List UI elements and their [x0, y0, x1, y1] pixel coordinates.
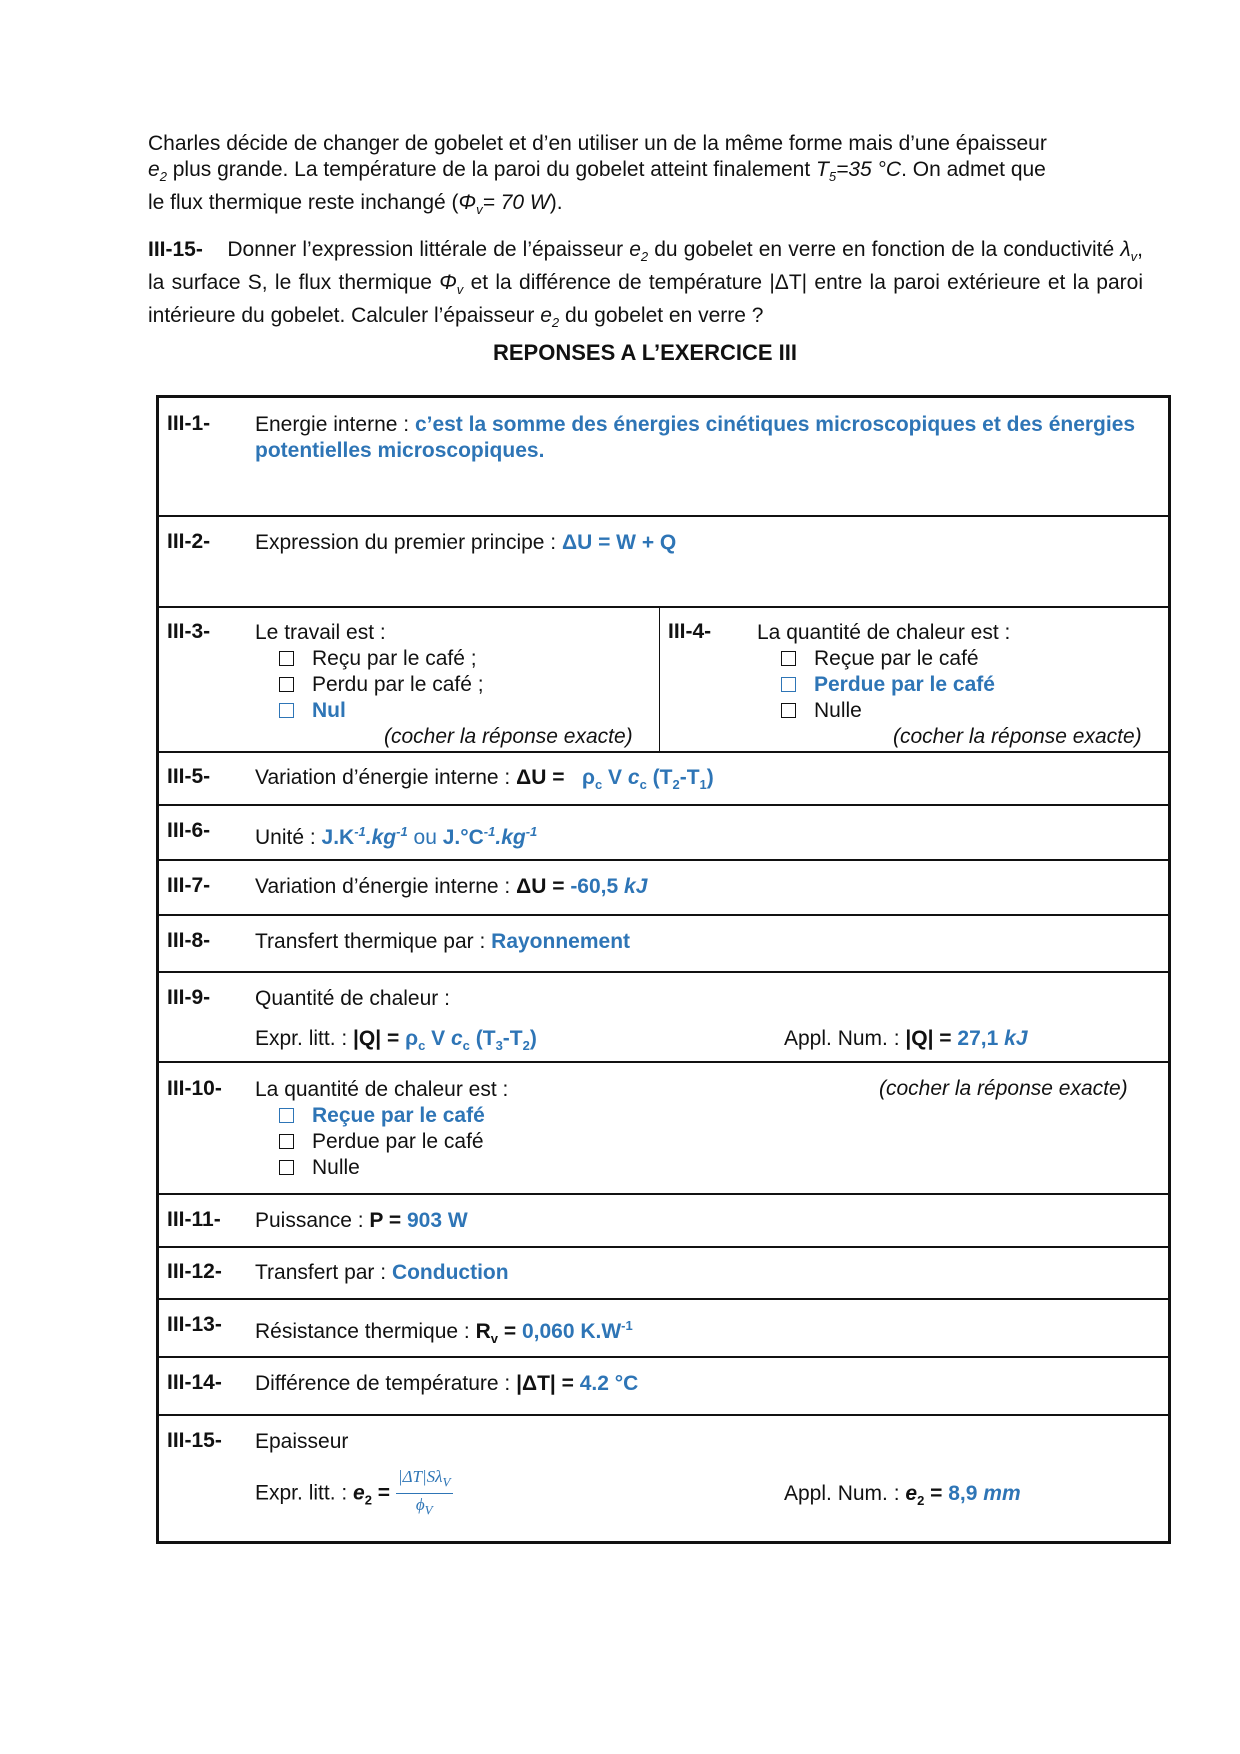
q1-number: III-1-: [167, 412, 211, 435]
checkbox-icon[interactable]: [279, 651, 294, 666]
q2-number: III-2-: [167, 530, 211, 553]
checkbox-icon[interactable]: [279, 1108, 294, 1123]
q15-fraction: $\frac{|\Delta T|S\lambda_V}{\phi_V}$: [397, 1467, 451, 1518]
q10-note: (cocher la réponse exacte): [879, 1077, 1128, 1100]
q3-number: III-3-: [167, 620, 211, 643]
q2-answer: Expression du premier principe : ΔU = W + Q: [255, 531, 677, 554]
q4-question: La quantité de chaleur est : Reçue par le café Perdue par le café Nulle: [757, 620, 1158, 724]
q11-number: III-11-: [167, 1208, 221, 1231]
q3-note: (cocher la réponse exacte): [384, 725, 633, 748]
q6-number: III-6-: [167, 819, 211, 842]
q13-answer: Résistance thermique : $R_v = 0,060$ $K.W^{-1}$: [255, 1318, 633, 1347]
q3-option[interactable]: Perdu par le café ;: [279, 672, 484, 698]
question-paragraph: III-15- Donner l’expression littérale de l’épaisseur $e_2$ du gobelet en verre en fonction de la conductivité $\lambda_v$, la surface S, le flux thermique $\Phi_v$ et la différence de température |ΔT| entre la paroi extérieure et la paroi intérieure du gobelet. Calculer l’épaisseur $e_2$ du gobelet en verre ?: [148, 238, 1144, 331]
q12-number: III-12-: [167, 1260, 222, 1283]
q6-answer: Unité : $J.K^{-1}.kg^{-1}$ ou $J.^\circ C^{-1}.kg^{-1}$: [255, 824, 538, 849]
q4-number: III-4-: [668, 620, 712, 643]
checkbox-icon[interactable]: [781, 703, 796, 718]
q15-number: III-15-: [167, 1429, 222, 1452]
q14-number: III-14-: [167, 1371, 222, 1394]
q11-answer: Puissance : P = 903 W: [255, 1209, 468, 1232]
q8-answer: Transfert thermique par : Rayonnement: [255, 930, 631, 953]
answers-heading: REPONSES A L’EXERCICE III: [493, 340, 797, 365]
q15-numeric: Appl. Num. : $e_2 = 8,9$ mm: [784, 1482, 1021, 1509]
q14-answer: Différence de température : |ΔT| = 4.2 °C: [255, 1372, 639, 1395]
q10-number: III-10-: [167, 1077, 222, 1100]
q9-number: III-9-: [167, 986, 211, 1009]
q1-answer: Energie interne : c’est la somme des énergies cinétiques microscopiques et des énergies potentielles microscopiques.: [255, 413, 1136, 462]
q10-option[interactable]: Nulle: [279, 1155, 1158, 1181]
intro-paragraph: Charles décide de changer de gobelet et d’en utiliser un de la même forme mais d’une épaisseur $e_2$ plus grande. La température de la paroi du gobelet atteint finalement $T_5=35$ °C. On admet que le flux thermique reste inchangé ($\Phi_v= 70$ W).: [148, 132, 1047, 218]
checkbox-icon[interactable]: [781, 677, 796, 692]
q10-option-selected[interactable]: Reçue par le café: [279, 1103, 1158, 1129]
q5-answer: Variation d’énergie interne : $\Delta U = \rho_c$ V $c_c$ $(T_2-T_1)$: [255, 766, 714, 793]
q3-question: Le travail est : Reçu par le café ; Perdu par le café ; Nul: [255, 621, 484, 722]
q9-numeric: Appl. Num. : |Q| = 27,1 kJ: [784, 1027, 1028, 1050]
checkbox-icon[interactable]: [781, 651, 796, 666]
q4-note: (cocher la réponse exacte): [893, 725, 1142, 748]
q7-answer: Variation d’énergie interne : ΔU = -60,5 kJ: [255, 875, 648, 898]
q4-option[interactable]: Reçue par le café: [781, 646, 1158, 672]
q15-expression: Expr. litt. : $e_2$ = $\frac{|\Delta T|S\lambda_V}{\phi_V}$: [255, 1466, 1158, 1522]
q4-option[interactable]: Nulle: [781, 698, 1158, 724]
checkbox-icon[interactable]: [279, 703, 294, 718]
answer-table: [156, 395, 1171, 1544]
q3-option[interactable]: Reçu par le café ;: [279, 646, 484, 672]
q9-label: Quantité de chaleur :: [255, 987, 450, 1010]
q15-label: Epaisseur: [255, 1430, 349, 1453]
q13-number: III-13-: [167, 1313, 222, 1336]
q5-number: III-5-: [167, 765, 211, 788]
q3-option-selected[interactable]: Nul: [279, 698, 484, 724]
checkbox-icon[interactable]: [279, 677, 294, 692]
checkbox-icon[interactable]: [279, 1134, 294, 1149]
checkbox-icon[interactable]: [279, 1160, 294, 1175]
q10-question: La quantité de chaleur est : Reçue par le café Perdue par le café Nulle: [255, 1077, 1158, 1181]
q7-number: III-7-: [167, 874, 211, 897]
q12-answer: Transfert par : Conduction: [255, 1261, 509, 1284]
q4-option-selected[interactable]: Perdue par le café: [781, 672, 1158, 698]
q9-expression: Expr. litt. : $|Q| = \rho_c$ V $c_c$ $(T_3-T_2)$: [255, 1027, 537, 1054]
q10-option[interactable]: Perdue par le café: [279, 1129, 1158, 1155]
q8-number: III-8-: [167, 929, 211, 952]
